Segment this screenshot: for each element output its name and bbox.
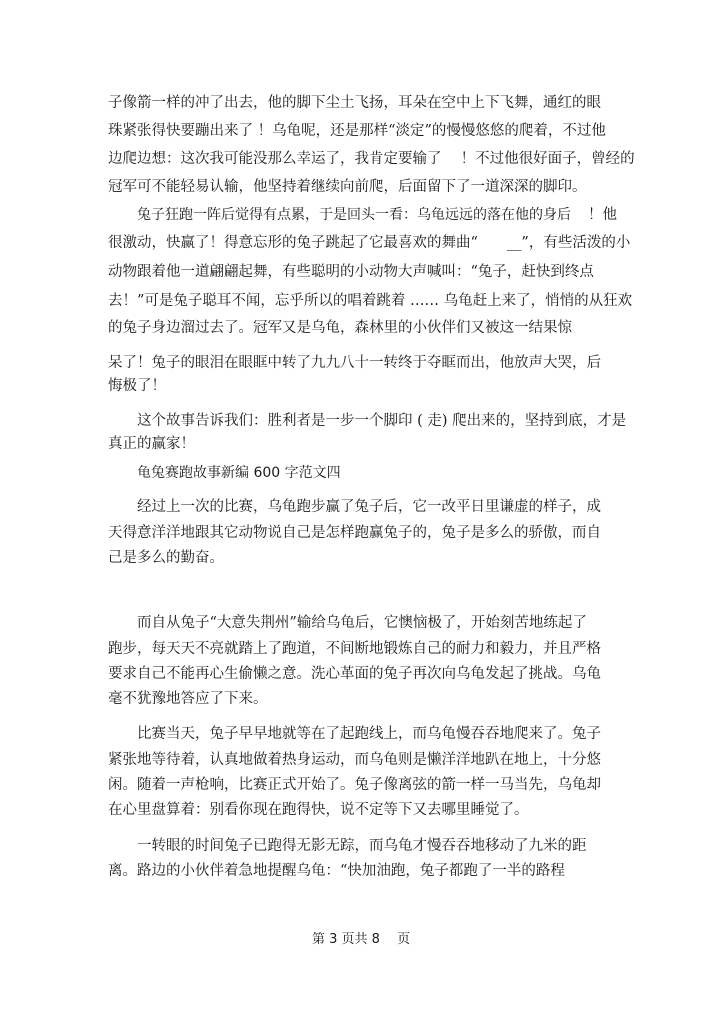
text-line: ！他 [588,207,617,223]
text-line: 天得意洋洋地跟其它动物说自己是怎样跑赢兔子的，兔子是多么的骄傲，而自 [108,525,601,541]
text-line: 己是多么的勤奋。 [108,550,224,566]
text-line: 要求自己不能再心生偷懒之意。洗心革面的兔子再次向乌龟发起了挑战。乌龟 [108,666,601,682]
text-line: 一转眼的时间兔子已跑得无影无踪，而乌龟才慢吞吞地移动了九米的距 [137,838,587,854]
text-line: 呆了！兔子的眼泪在眼眶中转了九九八十一转终于夺眶而出，他放声大哭，后 [108,355,601,371]
text-line: 毫不犹豫地答应了下来。 [108,691,268,707]
text-line: 冠军可不能轻易认输，他坚持着继续向前爬，后面留下了一道深深的脚印。 [108,179,587,195]
text-line: 在心里盘算着：别看你现在跑得快，说不定等下又去哪里睡觉了。 [108,802,529,818]
text-line: 的兔子身边溜过去了。冠军又是乌龟，森林里的小伙伴们又被这一结果惊 [108,320,572,336]
text-line: 珠紧张得快要蹦出来了 ！乌龟呢，还是那样“淡定”的慢慢悠悠的爬着，不过他 [108,123,606,139]
text-line: 紧张地等待着，认真地做着热身运动，而乌龟则是懒洋洋地趴在地上，十分悠 [108,752,601,768]
section-heading: 龟兔赛跑故事新编 600 字范文四 [137,465,341,481]
text-line: 边爬边想：这次我可能没那么幸运了，我肯定要输了 ！不过他很好面子，曾经的 [108,151,635,167]
text-line: 子像箭一样的冲了出去，他的脚下尘土飞扬，耳朵在空中上下飞舞，通红的眼 [108,95,601,111]
page-number-footer: 第 3 页共 8 页 [312,932,411,947]
text-line: 闲。随着一声枪响，比赛正式开始了。兔子像离弦的箭一样一马当先，乌龟却 [108,777,601,793]
text-line: 比赛当天，兔子早早地就等在了起跑线上，而乌龟慢吞吞地爬来了。兔子 [137,726,601,742]
text-line: 经过上一次的比赛，乌龟跑步赢了兔子后，它一改平日里谦虚的样子，成 [137,499,601,515]
text-line: 很激动，快赢了！得意忘形的兔子跳起了它最喜欢的舞曲“ __”，有些活泼的小 [108,235,631,251]
text-line: 离。路边的小伙伴着急地提醒乌龟：“快加油跑，兔子都跑了一半的路程 [108,863,565,879]
text-line: 这个故事告诉我们：胜利者是一步一个脚印 ( 走) 爬出来的，坚持到底，才是 [137,413,627,429]
text-line: 跑步，每天天不亮就踏上了跑道，不间断地锻炼自己的耐力和毅力，并且严格 [108,641,601,657]
text-line: 悔极了！ [108,378,166,394]
text-line: 真正的赢家！ [108,436,195,452]
text-line: 动物跟着他一道翩翩起舞，有些聪明的小动物大声喊叫：“兔子，赶快到终点 [108,264,594,280]
text-line: 兔子狂跑一阵后觉得有点累，于是回头一看：乌龟远远的落在他的身后 [137,207,571,223]
text-line: 而自从兔子“大意失荆州”输给乌龟后，它懊恼极了，开始刻苦地练起了 [137,615,587,631]
text-line: 去！”可是兔子聪耳不闻，忘乎所以的唱着跳着 …… 乌龟赶上来了，悄悄的从狂欢 [108,293,633,309]
